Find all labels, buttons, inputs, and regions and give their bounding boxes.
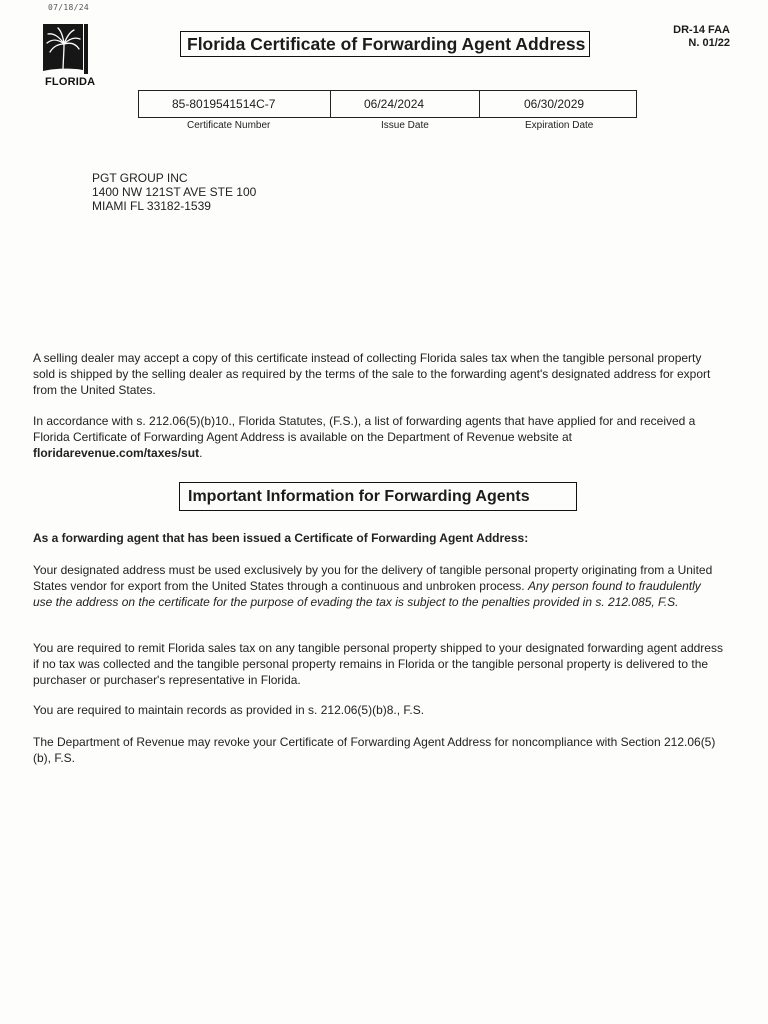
important-info-heading: Important Information for Forwarding Agents [179,482,577,511]
forwarding-agent-subheading: As a forwarding agent that has been issued a Certificate of Forwarding Agent Address: [33,531,529,545]
dealer-paragraph: A selling dealer may accept a copy of this certificate instead of collecting Florida sales tax when the tangible personal property sold is shipped by the selling dealer as required by the terms of the sale to the forwarding agent's designated address for export from the United States. [33,351,711,397]
designated-address-text: Your designated address must be used exclusively by you for the delivery of tangible personal property originating from a United States vendor for export from the United States through a continuous and unbroken process. [33,563,713,593]
certificate-number-value: 85-8019541514C-7 [139,91,331,117]
remit-tax-paragraph: You are required to remit Florida sales tax on any tangible personal property shipped to your designated forwarding agent address if no tax was collected and the tangible personal property remains in Florida or the tangible personal property is delivered to the purchaser or purchaser's representative in Florida. [33,641,723,687]
address-city: MIAMI FL 33182-1539 [92,199,211,213]
website-link[interactable]: floridarevenue.com/taxes/sut [33,446,200,460]
florida-logo-text: FLORIDA [45,76,96,88]
expiration-date-value: 06/30/2029 [524,97,585,111]
mailing-address [92,171,256,213]
statute-end: . [199,446,203,460]
certificate-info-table [138,90,637,118]
page-title: Florida Certificate of Forwarding Agent Address [180,31,590,57]
designated-address-paragraph [33,562,723,610]
statute-text: In accordance with s. 212.06(5)(b)10., Florida Statutes, (F.S.), a list of forwarding agents that have applied for and received a Florida Certificate of Forwarding Agent Address is available on the Department of Revenue website at [33,414,696,444]
received-date-stamp: 07/18/24 [48,3,89,12]
records-paragraph: You are required to maintain records as provided in s. 212.06(5)(b)8., F.S. [33,703,425,717]
revoke-paragraph: The Department of Revenue may revoke your Certificate of Forwarding Agent Address for noncompliance with Section 212.06(5)(b), F.S. [33,735,716,765]
address-name: PGT GROUP INC [92,171,188,185]
issue-date-value: 06/24/2024 [331,91,480,117]
certificate-number-label: Certificate Number [187,120,271,131]
penalty-warning-text: Any person found to fraudulently use the address on the certificate for the purpose of evading the tax is subject to the penalties provided in s. 212.085, F.S. [33,579,701,609]
form-code [673,24,730,50]
expiration-date-label: Expiration Date [525,120,594,131]
address-street: 1400 NW 121ST AVE STE 100 [92,185,257,199]
statute-paragraph [33,413,723,461]
form-number: DR-14 FAA [673,24,730,36]
form-revision: N. 01/22 [688,37,730,49]
issue-date-label: Issue Date [381,120,429,131]
